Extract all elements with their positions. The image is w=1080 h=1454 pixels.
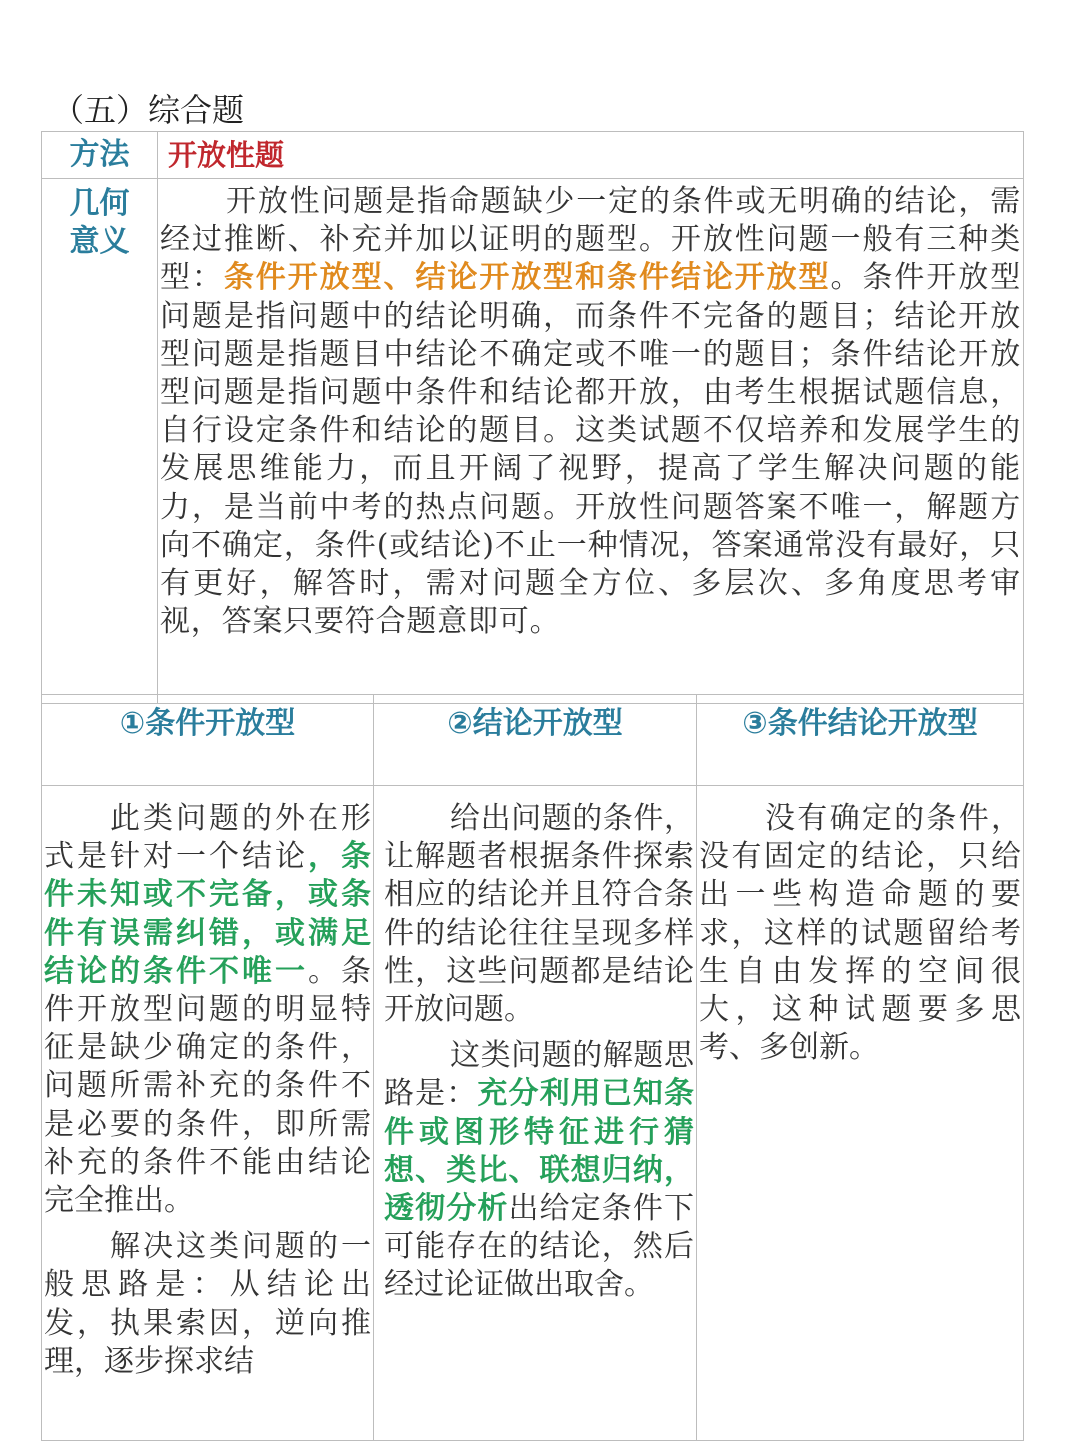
- intro-part2: 。条件开放型问题是指问题中的结论明确，而条件不完备的题目；结论开放型问题是指题目中结论不确定或不唯一的题目；条件结论开放型问题是指问题中条件和结论都开放，由考生根据试题信息，自行设定条件和结论的题目。这类试题不仅培养和发展学生的发展思维能力，而且开阔了视野，提高了学生解决问题的能力，是当前中考的热点问题。开放性问题答案不唯一，解题方向不确定，条件(或结论)不止一种情况，答案通常没有最好，只有更好，解答时，需对问题全方位、多层次、多角度思考审视，答案只要符合题意即可。: [160, 260, 1021, 640]
- condition-open-paragraph-2: 解决这类问题的一般思路是：从结论出发，执果索因，逆向推理，逐步探求结: [44, 1229, 371, 1379]
- intro-part1: 开放性问题是指命题缺少一定的条件或无明确的结论，需经过推断、补充并加以证明的题型。开放性问题一般有三种类型：: [160, 184, 1021, 296]
- both-open-text: [697, 786, 1024, 1441]
- condition-open-paragraph-1: [44, 800, 371, 1220]
- table-body-row: [42, 179, 1024, 704]
- type-header-conclusion-open: ②结论开放型: [374, 695, 697, 786]
- conclusion-open-paragraph-2: [384, 1037, 694, 1304]
- conclusion-open-p2a: 这类问题的解题思路是：: [384, 1038, 694, 1112]
- types-header-row: [42, 695, 1024, 786]
- condition-open-p1b: 。条件开放型问题的明显特征是缺少确定的条件，问题所需补充的条件不是必要的条件，即所需补充的条件不能由结论完全推出。: [44, 953, 371, 1219]
- condition-open-highlight: ，条件未知或不完备，或条件有误需纠错，或满足结论的条件不唯一: [44, 839, 371, 989]
- side-label-line1: 几何: [69, 186, 130, 221]
- header-topic-cell: 开放性题: [158, 132, 1024, 179]
- types-body-row: [42, 786, 1024, 1441]
- condition-open-p1a: 此类问题的外在形式是针对一个结论: [44, 801, 371, 875]
- section-title: （五）综合题: [52, 91, 245, 129]
- conclusion-open-paragraph-1: 给出问题的条件，让解题者根据条件探索相应的结论并且符合条件的结论往往呈现多样性，这些问题都是结论开放问题。: [384, 801, 694, 1028]
- types-table: [41, 694, 1024, 1441]
- type-header-condition-open: ①条件开放型: [42, 695, 374, 786]
- side-label-line2: 意义: [69, 224, 130, 259]
- conclusion-open-text: [374, 786, 697, 1441]
- intro-text-cell: [158, 179, 1024, 704]
- intro-paragraph: [160, 183, 1021, 641]
- both-open-paragraph-1: 没有确定的条件，没有固定的结论，只给出一些构造命题的要求，这样的试题留给考生自由发挥的空间很大，这种试题要多思考、多创新。: [699, 801, 1021, 1066]
- conclusion-open-highlight: 充分利用已知条件或图形特征进行猜想、类比、联想归纳，透彻分析: [384, 1076, 695, 1227]
- type-header-both-open: ③条件结论开放型: [697, 695, 1024, 786]
- table-header-row: [42, 132, 1024, 179]
- header-method-cell: 方法: [42, 132, 158, 179]
- method-table: [41, 131, 1024, 704]
- side-label-cell: [42, 179, 158, 704]
- intro-highlight: 条件开放型、结论开放型和条件结论开放型: [223, 260, 831, 296]
- condition-open-text: [42, 786, 374, 1441]
- conclusion-open-p2b: 出给定条件下可能存在的结论，然后经过论证做出取舍。: [384, 1191, 695, 1303]
